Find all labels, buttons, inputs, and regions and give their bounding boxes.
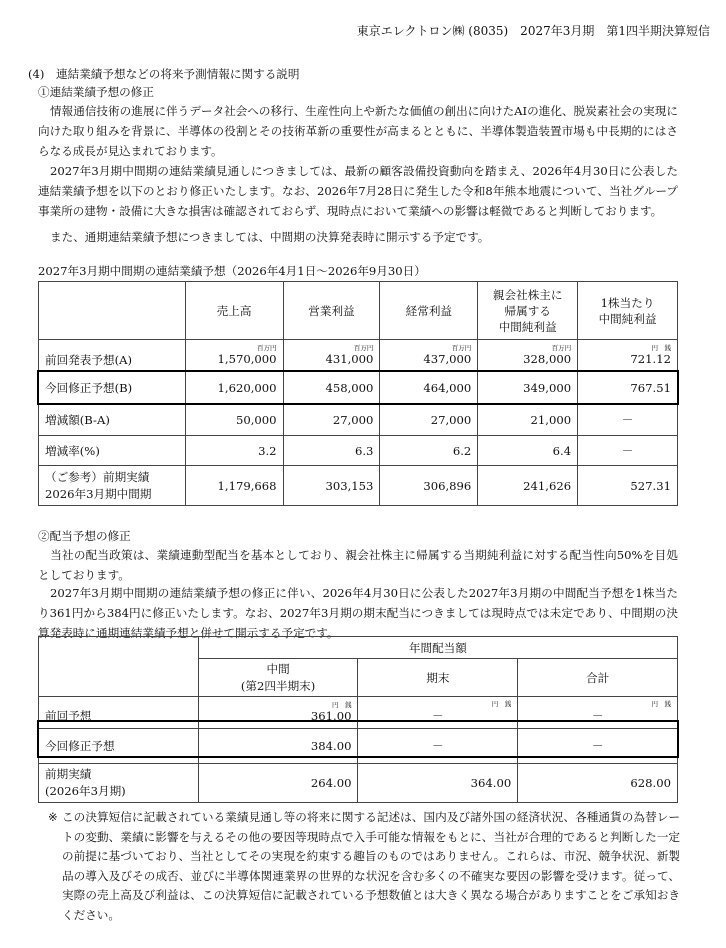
table-row bbox=[39, 340, 678, 372]
value-cell bbox=[198, 697, 358, 729]
value-cell: 1,179,668 bbox=[185, 466, 283, 506]
unit-label: 百万円 bbox=[551, 343, 572, 352]
table-row bbox=[39, 466, 678, 506]
row-label: 増減率(%) bbox=[39, 436, 186, 466]
value-cell: 384.00 bbox=[198, 729, 358, 764]
value-cell: － bbox=[518, 729, 678, 764]
paragraph-text: また、通期連結業績予想につきましては、中間期の決算発表時に開示する予定です。 bbox=[50, 230, 490, 244]
table1-caption: 2027年3月期中間期の連結業績予想（2026年4月1日～2026年9月30日） bbox=[38, 264, 426, 278]
table-row bbox=[39, 436, 678, 466]
value-cell: 458,000 bbox=[283, 372, 380, 404]
unit-label: 円 銭 bbox=[651, 343, 671, 352]
value-cell: 527.31 bbox=[578, 466, 678, 506]
value-cell bbox=[358, 697, 518, 729]
header-cell: 期末 bbox=[358, 659, 518, 697]
value-cell: 50,000 bbox=[185, 404, 283, 436]
row-label: 増減額(B-A) bbox=[39, 404, 186, 436]
table-row bbox=[39, 697, 678, 729]
header-cell: 1株当たり 中間純利益 bbox=[578, 282, 678, 340]
value-cell: 349,000 bbox=[478, 372, 578, 404]
table-row bbox=[39, 764, 678, 803]
value-cell: 306,896 bbox=[380, 466, 478, 506]
value-cell bbox=[578, 340, 678, 372]
paragraph-text: 当社の配当政策は、業績連動型配当を基本としており、親会社株主に帰属する当期純利益に対する配当性向50%を目処としております。 bbox=[38, 548, 678, 582]
paragraph-dividend-policy bbox=[38, 545, 678, 585]
value-cell: 27,000 bbox=[380, 404, 478, 436]
page-header: 東京エレクトロン㈱ (8035) 2027年3月期 第1四半期決算短信 bbox=[356, 24, 710, 38]
unit-label: 百万円 bbox=[451, 343, 472, 352]
value-cell: 3.2 bbox=[185, 436, 283, 466]
value-text: － bbox=[432, 708, 444, 723]
paragraph-market-outlook bbox=[38, 101, 678, 161]
subsection-title-dividend: ②配当予想の修正 bbox=[38, 529, 131, 543]
header-blank-cell bbox=[39, 637, 199, 697]
header-blank-cell bbox=[39, 282, 186, 340]
paragraph-text: 2027年3月期中間期の連結業績見通しにつきましては、最新の顧客設備投資動向を踏まえ、2026年4月30日に公表した連結業績予想を以下のとおり修正いたします。なお、2026年7月28日に発生した令和8年熊本地震について、当社グループ事業所の建物・設備に大きな損害は確認されておらず、現時点において業績への影響は軽微であると判断しております。 bbox=[38, 164, 678, 218]
paragraph-text: 2027年3月期中間期の連結業績予想の修正に伴い、2026年4月30日に公表した2027年3月期の中間配当予想を1株当たり361円から384円に修正いたします。なお、2027年3月期の期末配当につきましては現時点では未定であり、中間期の決算発表時に通期連結業績予想と併せて開示する予定です。 bbox=[38, 586, 678, 640]
value-cell: － bbox=[578, 436, 678, 466]
value-cell: 6.3 bbox=[283, 436, 380, 466]
value-cell: － bbox=[578, 404, 678, 436]
value-text: 721.12 bbox=[630, 351, 671, 366]
row-label: 今回修正予想 bbox=[39, 729, 199, 764]
value-cell: 264.00 bbox=[198, 764, 358, 803]
disclaimer-text: この決算短信に記載されている業績見通し等の将来に関する記述は、国内及び諸外国の経済状況、各種通貨の為替レートの変動、業績に影響を与えるその他の要因等現時点で入手可能な情報をもとに、当社が合理的であると判断した一定の前提に基づいており、当社としてその実現を約束する趣旨のものではありません。これらは、市況、競争状況、新製品の導入及びその成否、並びに半導体関連業界の世界的な状況を含む多くの不確実な要因の影響を受けます。従って、実際の売上高及び利益は、この決算短信に記載されている予想数値とは大きく異なる場合がありますことをご承知おきください。 bbox=[62, 810, 680, 922]
unit-label: 円 銭 bbox=[651, 699, 671, 708]
value-text: 431,000 bbox=[325, 351, 374, 366]
table-row bbox=[39, 404, 678, 436]
subsection-title-forecast: ①連結業績予想の修正 bbox=[38, 85, 154, 99]
value-cell: 364.00 bbox=[358, 764, 518, 803]
header-cell: 営業利益 bbox=[283, 282, 380, 340]
value-cell bbox=[478, 340, 578, 372]
row-label: 前回予想 bbox=[39, 697, 199, 729]
row-label: 前期実績 (2026年3月期) bbox=[39, 764, 199, 803]
header-cell: 売上高 bbox=[185, 282, 283, 340]
value-cell: － bbox=[358, 729, 518, 764]
value-cell: 303,153 bbox=[283, 466, 380, 506]
row-label: 前回発表予想(A) bbox=[39, 340, 186, 372]
table-row bbox=[39, 729, 678, 764]
unit-label: 百万円 bbox=[257, 343, 277, 352]
value-cell: 21,000 bbox=[478, 404, 578, 436]
note-mark: ※ bbox=[48, 810, 58, 824]
value-text: 361.00 bbox=[310, 708, 352, 723]
paragraph-dividend-revision bbox=[38, 583, 678, 643]
dividend-table bbox=[38, 636, 678, 803]
paragraph-full-year-note bbox=[38, 227, 678, 247]
table-header-row bbox=[39, 282, 678, 340]
section-title: (4) 連結業績予想などの将来予測情報に関する説明 bbox=[28, 67, 300, 81]
group-header-cell: 年間配当額 bbox=[198, 637, 677, 659]
value-cell bbox=[283, 340, 380, 372]
paragraph-forecast-revision bbox=[38, 161, 678, 221]
header-cell: 親会社株主に 帰属する 中間純利益 bbox=[478, 282, 578, 340]
value-cell: 628.00 bbox=[518, 764, 678, 803]
disclaimer-note bbox=[48, 808, 680, 925]
value-cell: 6.4 bbox=[478, 436, 578, 466]
value-text: 1,570,000 bbox=[217, 351, 277, 366]
header-cell: 合計 bbox=[518, 659, 678, 697]
forecast-table bbox=[38, 281, 678, 506]
unit-label: 百万円 bbox=[353, 343, 374, 352]
value-cell bbox=[185, 340, 283, 372]
paragraph-text: 情報通信技術の進展に伴うデータ社会への移行、生産性向上や新たな価値の創出に向けたAIの進化、脱炭素社会の実現に向けた取り組みを背景に、半導体の役割とその技術革新の重要性が高まるとともに、半導体製造装置市場も中長期的にはさらなる成長が見込まれております。 bbox=[38, 104, 678, 158]
table-group-header-row bbox=[39, 637, 678, 659]
value-cell: 27,000 bbox=[283, 404, 380, 436]
value-cell: 464,000 bbox=[380, 372, 478, 404]
value-cell bbox=[380, 340, 478, 372]
row-label: 今回修正予想(B) bbox=[39, 372, 186, 404]
value-cell bbox=[518, 697, 678, 729]
value-text: 328,000 bbox=[523, 351, 572, 366]
unit-label: 円 銭 bbox=[331, 700, 352, 709]
value-cell: 6.2 bbox=[380, 436, 478, 466]
unit-label: 円 銭 bbox=[491, 699, 512, 708]
value-cell: 1,620,000 bbox=[185, 372, 283, 404]
table-row bbox=[39, 372, 678, 404]
value-text: － bbox=[591, 708, 604, 723]
value-cell: 767.51 bbox=[578, 372, 678, 404]
header-cell: 経常利益 bbox=[380, 282, 478, 340]
value-cell: 241,626 bbox=[478, 466, 578, 506]
value-text: 437,000 bbox=[423, 351, 472, 366]
row-label: （ご参考）前期実績 2026年3月期中間期 bbox=[39, 466, 186, 506]
header-cell: 中間 (第2四半期末) bbox=[198, 659, 358, 697]
